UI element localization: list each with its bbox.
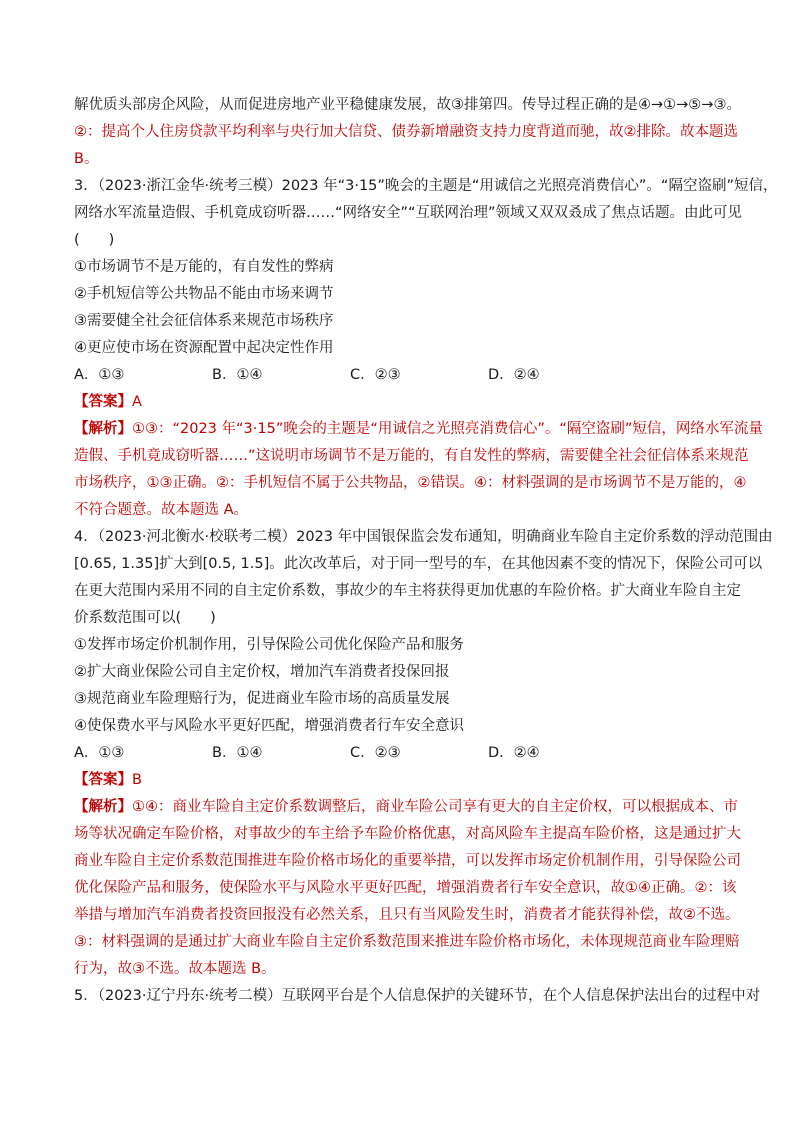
prev-analysis-line-2: ②：提高个人住房贷款平均利率与央行加大信贷、债券新增融资支持力度背道而驰，故②排除。故本题选 — [74, 124, 738, 140]
q5-stem-line-1: 5．（2023·辽宁丹东·统考二模）互联网平台是个人信息保护的关键环节，在个人信息保护法出台的过程中对 — [74, 988, 761, 1004]
question-3 — [74, 173, 778, 524]
q4-stem-line-1: 4．（2023·河北衡水·校联考二模）2023 年中国银保监会发布通知，明确商业车险自主定价系数的浮动范围由 — [74, 529, 773, 545]
q3-option-a: A．①③ — [74, 367, 125, 383]
q4-option-b: B．①④ — [212, 745, 263, 761]
q3-item-2: ②手机短信等公共物品不能由市场来调节 — [74, 286, 334, 302]
q4-item-4: ④使保费水平与风险水平更好匹配，增强消费者行车安全意识 — [74, 718, 464, 734]
q4-stem-line-2: [0.65, 1.35]扩大到[0.5, 1.5]。此次改革后，对于同一型号的车，在其他因素不变的情况下，保险公司可以 — [74, 556, 763, 572]
q4-stem-line-3: 在更大范围内采用不同的自主定价系数，事故少的车主将获得更加优惠的车险价格。扩大商业车险自主定 — [74, 583, 741, 599]
q4-analysis-line-3: 商业车险自主定价系数范围推进车险价格市场化的重要举措，可以发挥市场定价机制作用，引导保险公司 — [74, 853, 741, 869]
q3-option-c: C．②③ — [350, 367, 401, 383]
q3-option-d: D．②④ — [488, 367, 540, 383]
q4-analysis-line-1 — [74, 794, 738, 821]
q4-item-2: ②扩大商业保险公司自主定价权，增加汽车消费者投保回报 — [74, 664, 450, 680]
q4-stem-line-4: 价系数范围可以( ) — [74, 610, 216, 626]
q4-option-c: C．②③ — [350, 745, 401, 761]
q3-analysis-text-1: ①③：“2023 年“3·15”晚会的主题是“用诚信之光照亮消费信心”。“隔空盗刷”短信，网络水军流量 — [132, 421, 763, 437]
q3-options — [74, 362, 734, 389]
q4-option-d: D．②④ — [488, 745, 540, 761]
q3-stem-line-1: 3．（2023·浙江金华·统考三模）2023 年“3·15”晚会的主题是“用诚信之光照亮消费信心”。“隔空盗刷”短信， — [74, 178, 778, 194]
q3-analysis-line-3: 市场秩序，①③正确。②：手机短信不属于公共物品，②错误。④：材料强调的是市场调节不是万能的，④ — [74, 475, 747, 491]
q3-analysis-label: 【解析】 — [74, 421, 132, 437]
q3-analysis-line-4: 不符合题意。故本题选 A。 — [74, 502, 249, 518]
q3-answer-value: A — [132, 394, 142, 410]
q4-analysis-line-4: 优化保险产品和服务，使保险水平与风险水平更好匹配，增强消费者行车安全意识，故①④正确。②：该 — [74, 880, 737, 896]
q4-options — [74, 740, 734, 767]
q4-analysis-line-2: 场等状况确定车险价格，对事故少的车主给予车险价格优惠，对高风险车主提高车险价格，这是通过扩大 — [74, 826, 741, 842]
prev-analysis-line-1: 解优质头部房企风险，从而促进房地产业平稳健康发展，故③排第四。传导过程正确的是④→①→⑤→③。 — [74, 97, 741, 113]
q4-analysis-label: 【解析】 — [74, 799, 132, 815]
q3-answer-label: 【答案】 — [74, 394, 132, 410]
q4-analysis-text-1: ①④：商业车险自主定价系数调整后，商业车险公司享有更大的自主定价权，可以根据成本、市 — [132, 799, 738, 815]
q3-item-4: ④更应使市场在资源配置中起决定性作用 — [74, 340, 334, 356]
q4-analysis-line-6: ③：材料强调的是通过扩大商业车险自主定价系数范围来推进车险价格市场化，未体现规范商业车险理赔 — [74, 934, 740, 950]
q4-analysis-line-5: 举措与增加汽车消费者投资回报没有必然关系，且只有当风险发生时，消费者才能获得补偿，故②不选。 — [74, 907, 740, 923]
q3-option-b: B．①④ — [212, 367, 263, 383]
q4-analysis-line-7: 行为，故③不选。故本题选 B。 — [74, 961, 276, 977]
document-body — [74, 92, 778, 1010]
q3-item-3: ③需要健全社会征信体系来规范市场秩序 — [74, 313, 334, 329]
q3-answer — [74, 389, 734, 416]
question-5 — [74, 983, 761, 1010]
q4-item-3: ③规范商业车险理赔行为，促进商业车险市场的高质量发展 — [74, 691, 450, 707]
question-4 — [74, 524, 773, 983]
q4-item-1: ①发挥市场定价机制作用，引导保险公司优化保险产品和服务 — [74, 637, 464, 653]
q4-answer — [74, 767, 734, 794]
q3-stem-line-2: 网络水军流量造假、手机竟成窃听器……“网络安全”“互联网治理”领域又双双叒成了焦点话题。由此可见 — [74, 205, 743, 221]
q4-answer-value: B — [132, 772, 142, 788]
q3-stem-line-3: ( ) — [74, 232, 115, 248]
q3-analysis-line-1 — [74, 416, 763, 443]
q4-answer-label: 【答案】 — [74, 772, 132, 788]
q3-item-1: ①市场调节不是万能的，有自发性的弊病 — [74, 259, 334, 275]
q4-option-a: A．①③ — [74, 745, 125, 761]
q3-analysis-line-2: 造假、手机竟成窃听器……”这说明市场调节不是万能的，有自发性的弊病，需要健全社会征信体系来规范 — [74, 448, 749, 464]
prev-analysis-line-3: B。 — [74, 151, 99, 167]
